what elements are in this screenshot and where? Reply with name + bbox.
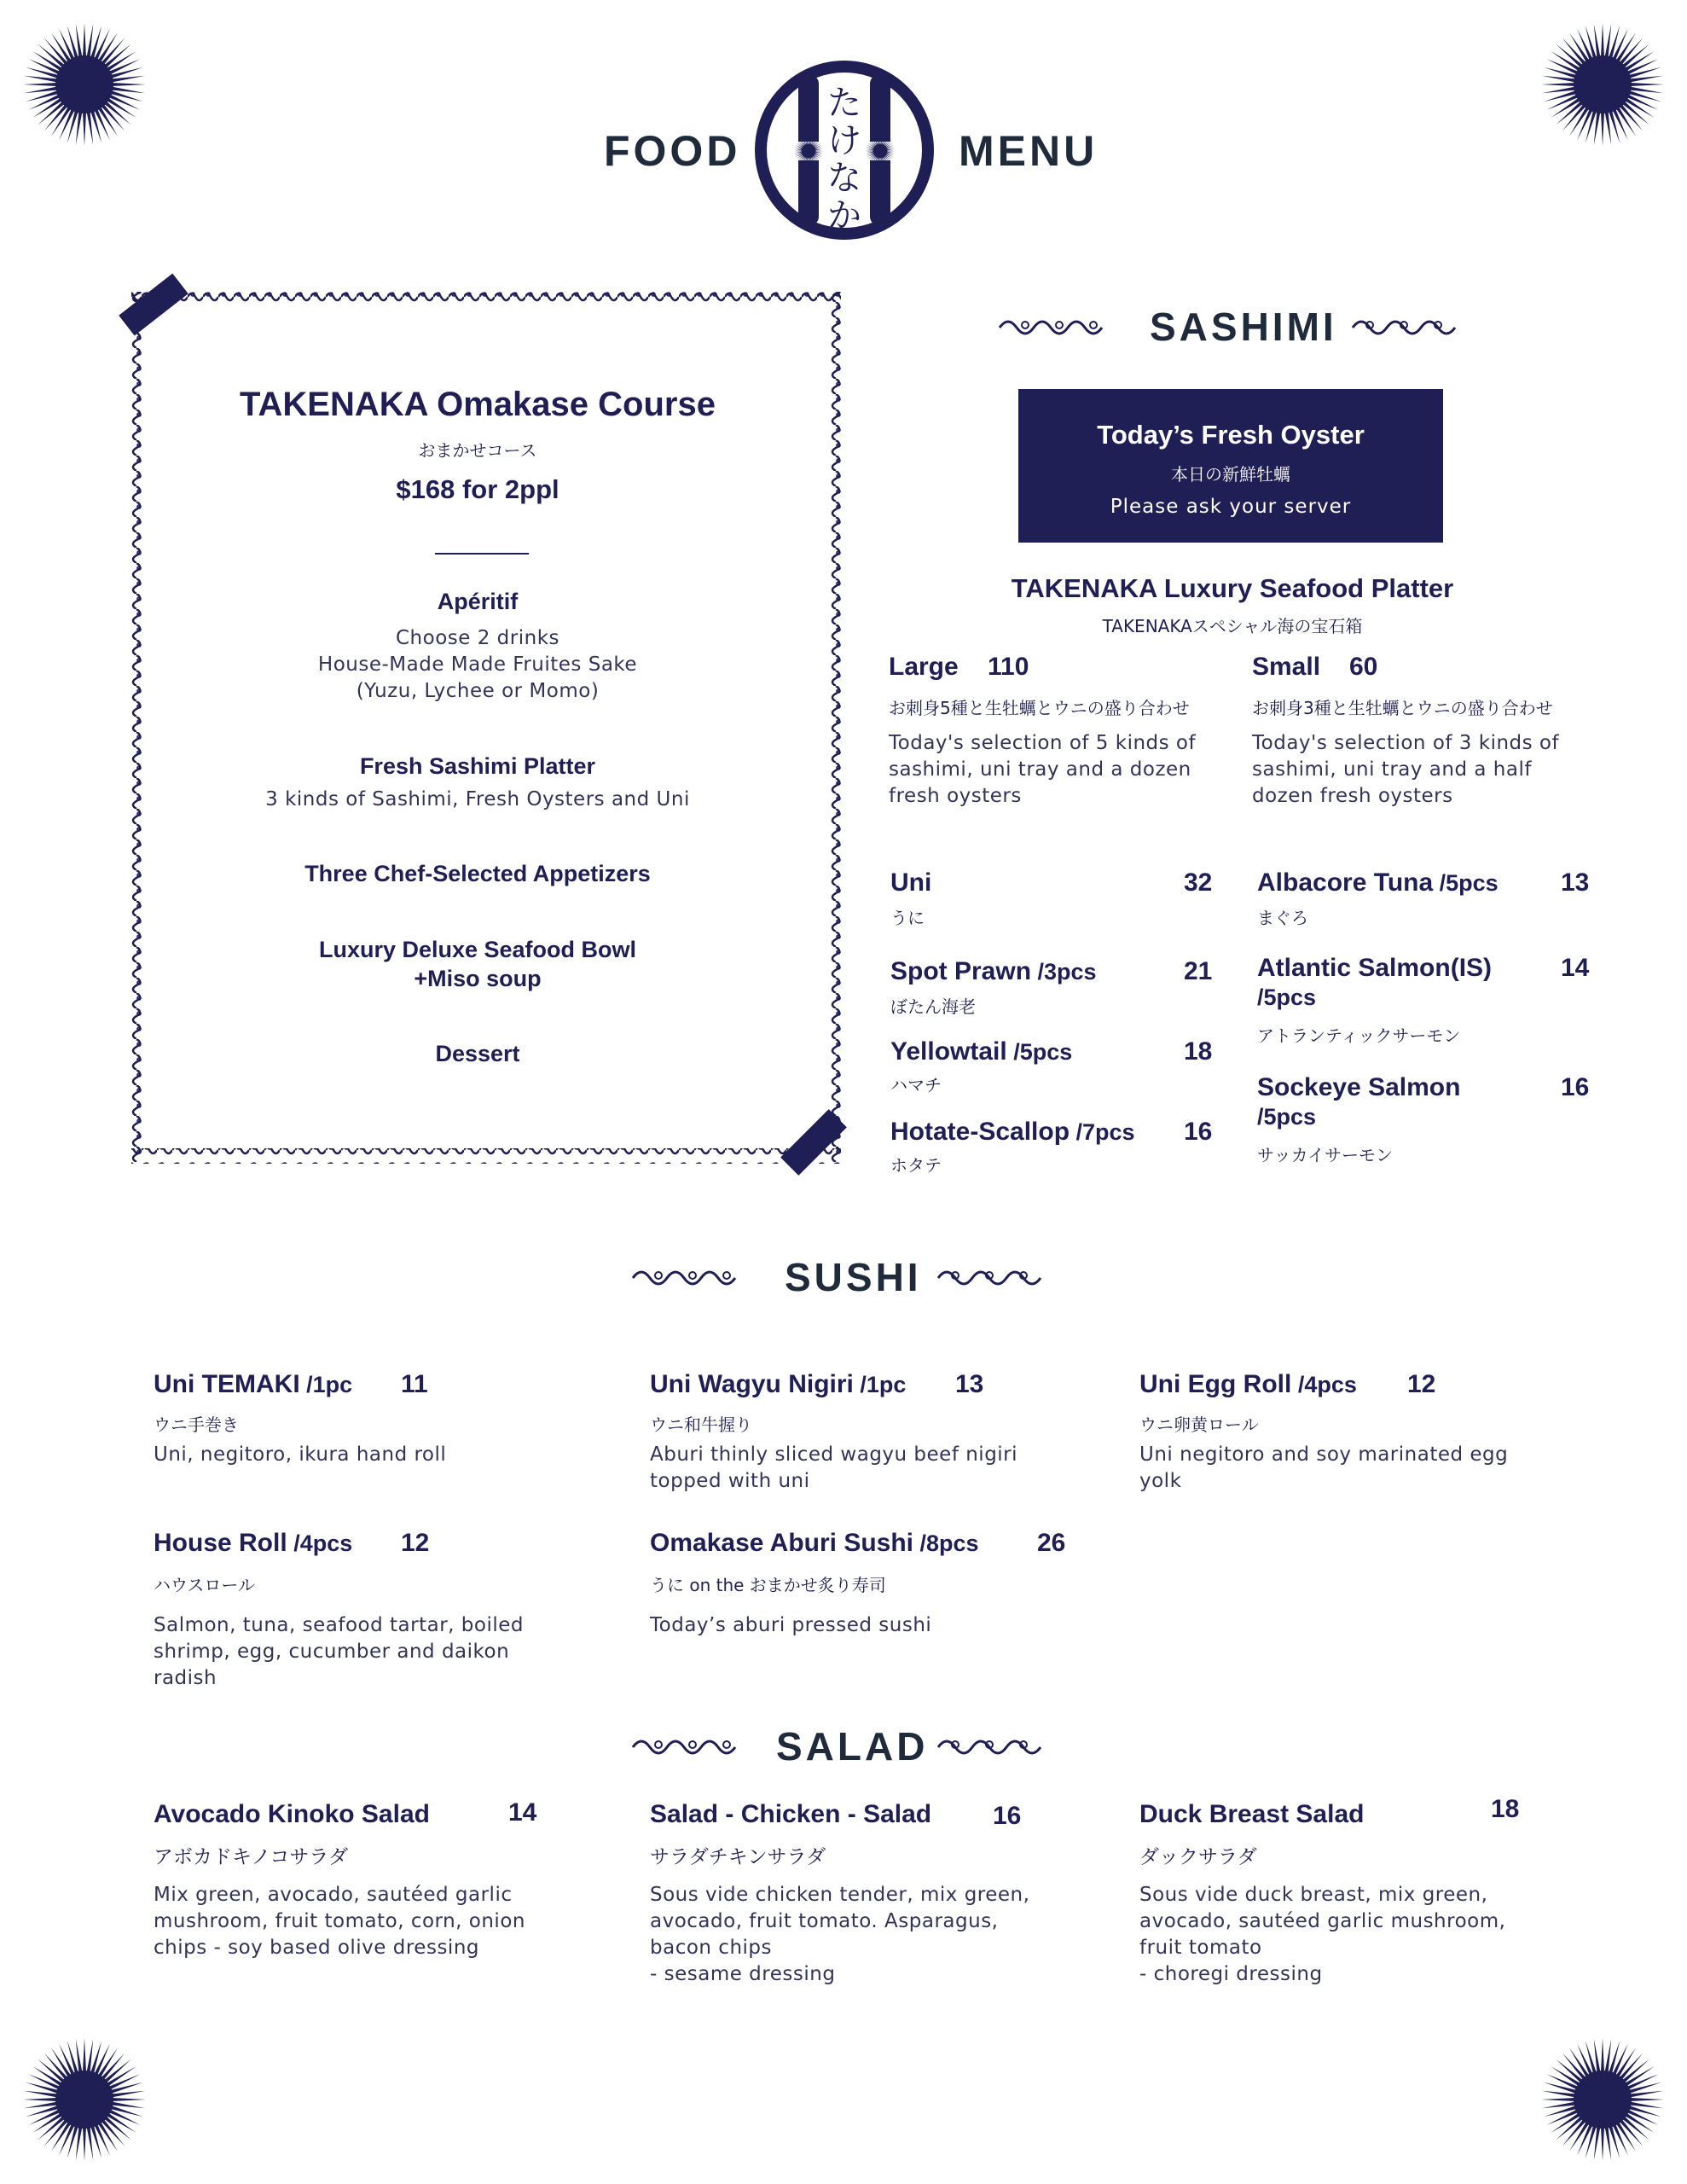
- salad-item-name: Duck Breast Salad: [1139, 1800, 1365, 1828]
- sashimi-item-price: 14: [1561, 954, 1590, 982]
- platter-large-price: 110: [988, 653, 1029, 681]
- header-food: FOOD: [604, 127, 741, 175]
- sashimi-item-name: Atlantic Salmon(IS): [1257, 954, 1493, 982]
- sushi-item-desc: Uni negitoro and soy marinated egg: [1139, 1443, 1509, 1466]
- platter-large-desc: sashimi, uni tray and a dozen: [889, 758, 1191, 781]
- sushi-item-jp: ウニ手巻き: [154, 1414, 239, 1435]
- sashimi-item-name: Albacore Tuna /5pcs: [1257, 868, 1499, 897]
- salad-item-name: Avocado Kinoko Salad: [154, 1800, 430, 1828]
- salad-item-jp: サラダチキンサラダ: [650, 1846, 826, 1868]
- platter-large-desc: Today's selection of 5 kinds of: [889, 732, 1197, 754]
- sashimi-item-unit: /5pcs: [1257, 1104, 1317, 1130]
- wave-ornament-left: [629, 1264, 749, 1292]
- wave-ornament-right: [935, 1264, 1054, 1292]
- sashimi-platter-desc: 3 kinds of Sashimi, Fresh Oysters and Uni: [265, 788, 690, 810]
- bowl-title: Luxury Deluxe Seafood Bowl: [318, 937, 637, 962]
- aperitif-line: (Yuzu, Lychee or Momo): [356, 680, 600, 702]
- salad-item-desc: - choregi dressing: [1139, 1963, 1323, 1985]
- wave-ornament-right: [935, 1734, 1054, 1761]
- sashimi-item-name: Hotate-Scallop /7pcs: [890, 1118, 1135, 1146]
- section-title-sushi: SUSHI: [785, 1255, 922, 1299]
- sushi-item-jp: ウニ卵黄ロール: [1139, 1414, 1259, 1435]
- sashimi-item-price: 13: [1561, 868, 1590, 897]
- sushi-item-name: Uni Wagyu Nigiri /1pc: [650, 1370, 907, 1398]
- sashimi-item-price: 21: [1184, 957, 1213, 985]
- sushi-item-price: 12: [401, 1529, 430, 1557]
- sashimi-item-jp: ホタテ: [890, 1155, 942, 1176]
- salad-item-desc: avocado, sautéed garlic mushroom,: [1139, 1910, 1506, 1932]
- platter-small-jp: お刺身3種と生牡蠣とウニの盛り合わせ: [1252, 698, 1553, 718]
- platter-title: TAKENAKA Luxury Seafood Platter: [1011, 573, 1454, 603]
- platter-jp: TAKENAKAスペシャル海の宝石箱: [1102, 616, 1363, 636]
- bowl-subtitle: +Miso soup: [414, 966, 542, 991]
- salad-item-desc: Sous vide duck breast, mix green,: [1139, 1884, 1488, 1906]
- section-title-sashimi: SASHIMI: [1150, 305, 1337, 349]
- sashimi-item-price: 16: [1184, 1118, 1213, 1146]
- sashimi-item-jp: まぐろ: [1257, 908, 1308, 928]
- salad-item-price: 14: [508, 1798, 537, 1827]
- sea-urchin-icon: [20, 2036, 148, 2164]
- aperitif-line: House-Made Made Fruites Sake: [317, 653, 638, 676]
- sashimi-item-name: Uni: [890, 868, 932, 897]
- salad-item-desc: bacon chips: [650, 1937, 772, 1959]
- sashimi-item-jp: アトランティックサーモン: [1257, 1025, 1461, 1046]
- platter-small-desc: Today's selection of 3 kinds of: [1252, 732, 1560, 754]
- oyster-note: Please ask your server: [1110, 496, 1352, 518]
- omakase-title: TAKENAKA Omakase Course: [240, 386, 716, 423]
- salad-item-price: 16: [993, 1802, 1022, 1830]
- sushi-item-desc: Aburi thinly sliced wagyu beef nigiri: [650, 1443, 1018, 1466]
- logo-char: た: [827, 84, 861, 123]
- sashimi-item-name: Yellowtail /5pcs: [890, 1037, 1073, 1066]
- wave-ornament-left: [996, 314, 1116, 341]
- sushi-item-jp: うに on the おまかせ炙り寿司: [650, 1575, 886, 1595]
- takenaka-logo: [751, 56, 938, 244]
- oyster-jp: 本日の新鮮牡蠣: [1171, 464, 1290, 485]
- platter-large-desc: fresh oysters: [889, 785, 1022, 807]
- salad-item-jp: アボカドキノコサラダ: [154, 1846, 349, 1868]
- sashimi-item-price: 18: [1184, 1037, 1213, 1066]
- sashimi-platter-title: Fresh Sashimi Platter: [359, 753, 596, 779]
- platter-small-desc: sashimi, uni tray and a half: [1252, 758, 1532, 781]
- sushi-item-name: Uni Egg Roll /4pcs: [1139, 1370, 1357, 1398]
- sea-urchin-icon: [1539, 20, 1667, 148]
- sushi-item-price: 13: [955, 1370, 984, 1398]
- sashimi-item-name: Spot Prawn /3pcs: [890, 957, 1097, 985]
- sea-urchin-icon: [1539, 2036, 1667, 2164]
- omakase-price: $168 for 2ppl: [396, 474, 559, 504]
- sashimi-item-price: 16: [1561, 1073, 1590, 1101]
- sashimi-item-jp: ぼたん海老: [890, 996, 976, 1017]
- sea-urchin-icon: [20, 20, 148, 148]
- logo-char: か: [827, 196, 861, 235]
- sushi-item-name: Uni TEMAKI /1pc: [154, 1370, 353, 1398]
- header-menu: MENU: [959, 127, 1099, 175]
- logo-char: な: [827, 159, 861, 198]
- platter-small-price: 60: [1349, 653, 1378, 681]
- sashimi-item-jp: うに: [890, 908, 925, 928]
- sashimi-item-name: Sockeye Salmon: [1257, 1073, 1461, 1101]
- sushi-item-desc: radish: [154, 1667, 217, 1689]
- salad-item-price: 18: [1491, 1795, 1520, 1823]
- dessert-title: Dessert: [435, 1041, 520, 1066]
- sushi-item-desc: topped with uni: [650, 1470, 810, 1492]
- oyster-title: Today’s Fresh Oyster: [1097, 420, 1365, 450]
- appetizers-title: Three Chef-Selected Appetizers: [304, 861, 651, 886]
- sushi-item-price: 26: [1037, 1529, 1066, 1557]
- platter-small-label: Small: [1252, 653, 1321, 681]
- wave-ornament-left: [629, 1734, 749, 1761]
- sushi-item-name: House Roll /4pcs: [154, 1529, 353, 1557]
- sashimi-item-price: 32: [1184, 868, 1213, 897]
- sushi-item-desc: Uni, negitoro, ikura hand roll: [154, 1443, 447, 1466]
- salad-item-jp: ダックサラダ: [1139, 1846, 1257, 1868]
- salad-item-desc: - sesame dressing: [650, 1963, 836, 1985]
- logo-char: け: [827, 121, 861, 160]
- aperitif-title: Apéritif: [437, 589, 519, 614]
- sushi-item-desc: Today’s aburi pressed sushi: [650, 1614, 932, 1636]
- salad-item-desc: Sous vide chicken tender, mix green,: [650, 1884, 1030, 1906]
- salad-item-desc: mushroom, fruit tomato, corn, onion: [154, 1910, 525, 1932]
- sushi-item-jp: ウニ和牛握り: [650, 1414, 752, 1435]
- omakase-title-jp: おまかせコース: [418, 440, 537, 461]
- oyster-box: [1018, 389, 1443, 543]
- sashimi-item-jp: サッカイサーモン: [1257, 1145, 1393, 1165]
- salad-item-desc: chips - soy based olive dressing: [154, 1937, 479, 1959]
- salad-item-name: Salad - Chicken - Salad: [650, 1800, 932, 1828]
- aperitif-line: Choose 2 drinks: [396, 627, 559, 649]
- sushi-item-price: 12: [1407, 1370, 1436, 1398]
- sashimi-item-unit: /5pcs: [1257, 985, 1317, 1010]
- salad-item-desc: Mix green, avocado, sautéed garlic: [154, 1884, 513, 1906]
- platter-small-desc: dozen fresh oysters: [1252, 785, 1453, 807]
- salad-item-desc: fruit tomato: [1139, 1937, 1262, 1959]
- sushi-item-jp: ハウスロール: [154, 1575, 255, 1595]
- wave-ornament-right: [1349, 314, 1469, 341]
- platter-large-label: Large: [889, 653, 959, 681]
- sashimi-item-jp: ハマチ: [890, 1075, 942, 1095]
- divider: [435, 553, 529, 555]
- sushi-item-name: Omakase Aburi Sushi /8pcs: [650, 1529, 979, 1557]
- sushi-item-desc: shrimp, egg, cucumber and daikon: [154, 1641, 510, 1663]
- sushi-item-desc: Salmon, tuna, seafood tartar, boiled: [154, 1614, 524, 1636]
- sushi-item-price: 11: [401, 1370, 428, 1398]
- section-title-salad: SALAD: [776, 1724, 929, 1769]
- salad-item-desc: avocado, fruit tomato. Asparagus,: [650, 1910, 999, 1932]
- sushi-item-desc: yolk: [1139, 1470, 1182, 1492]
- platter-large-jp: お刺身5種と生牡蠣とウニの盛り合わせ: [889, 698, 1190, 718]
